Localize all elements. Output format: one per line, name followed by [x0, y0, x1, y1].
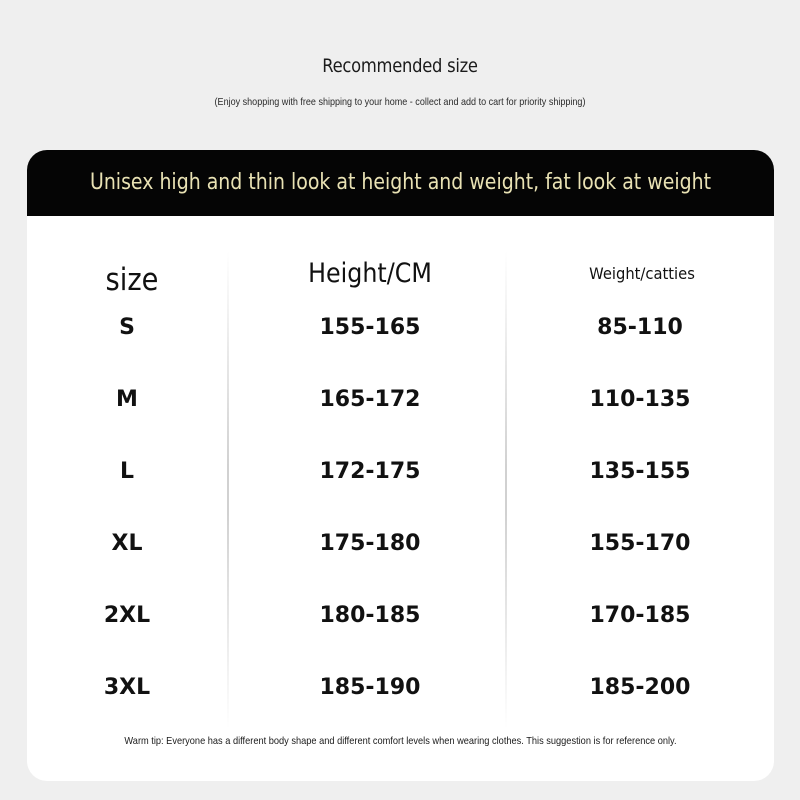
size-cell: XL	[111, 531, 143, 556]
size-chart-card	[27, 150, 774, 781]
page-title: Recommended size	[322, 55, 478, 77]
weight-cell: 135-155	[589, 459, 691, 484]
table-row	[27, 531, 774, 603]
warm-tip: Warm tip: Everyone has a different body shape and different comfort levels when wearing clothes. This suggestion is for reference only.	[124, 735, 677, 747]
size-cell: 3XL	[103, 675, 151, 700]
size-cell: L	[119, 459, 135, 484]
size-cell: 2XL	[103, 603, 151, 628]
table-row	[27, 459, 774, 531]
page-subtitle: (Enjoy shopping with free shipping to your home - collect and add to cart for priority shipping)	[214, 96, 586, 108]
height-cell: 180-185	[319, 603, 421, 628]
height-cell: 185-190	[319, 675, 421, 700]
banner	[27, 150, 774, 216]
height-cell: 172-175	[319, 459, 421, 484]
table-row	[27, 387, 774, 459]
size-cell: S	[119, 315, 135, 340]
weight-cell: 85-110	[597, 315, 683, 340]
size-cell: M	[116, 387, 138, 412]
column-header-weight: Weight/catties	[589, 264, 695, 283]
column-header-size: size	[105, 262, 159, 298]
banner-text: Unisex high and thin look at height and weight, fat look at weight	[89, 170, 712, 195]
weight-cell: 185-200	[589, 675, 691, 700]
column-header-height: Height/CM	[308, 258, 432, 289]
table-row	[27, 315, 774, 387]
size-table-body	[27, 315, 774, 747]
table-row	[27, 603, 774, 675]
height-cell: 155-165	[319, 315, 421, 340]
height-cell: 165-172	[319, 387, 421, 412]
weight-cell: 155-170	[589, 531, 691, 556]
weight-cell: 170-185	[589, 603, 691, 628]
weight-cell: 110-135	[589, 387, 691, 412]
height-cell: 175-180	[319, 531, 421, 556]
